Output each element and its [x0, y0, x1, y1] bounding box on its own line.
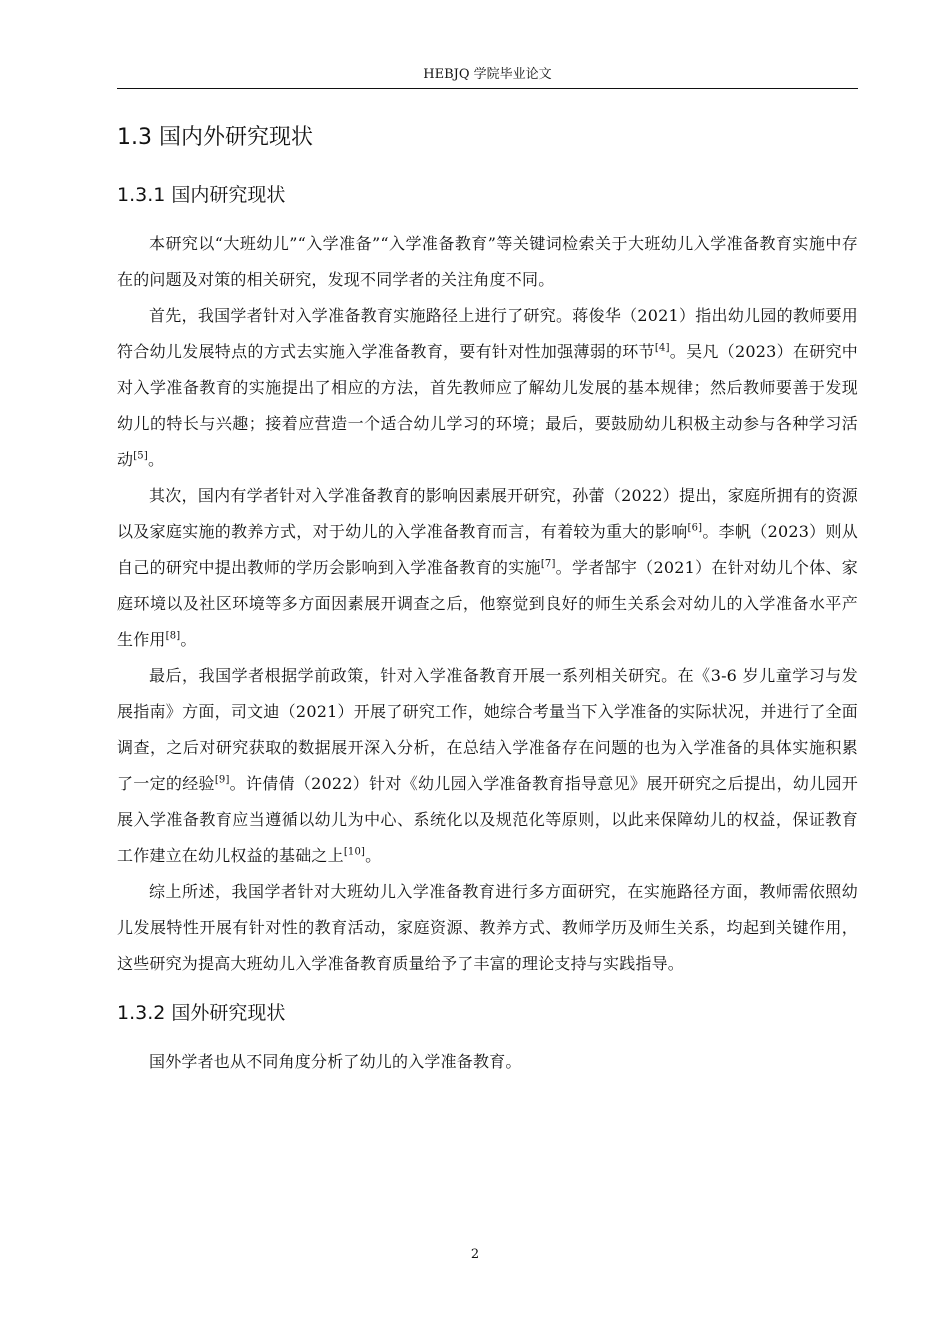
paragraph-text: 。 [147, 450, 165, 469]
domestic-paragraph-factors [117, 478, 858, 658]
citation-reference: [10] [343, 846, 366, 858]
section-title: 1.3 国内外研究现状 [117, 125, 313, 150]
paragraph-text: 首先，我国学者针对入学准备教育实施路径上进行了研究。蒋俊华（2021）指出幼儿园的教师要用符合幼儿发展特点的方式去实施入学准备教育，要有针对性加强薄弱的环节 [117, 306, 858, 361]
foreign-research-heading: 1.3.2 国外研究现状 [117, 1002, 286, 1024]
domestic-paragraph-intro: 本研究以“大班幼儿”“入学准备”“入学准备教育”等关键词检索关于大班幼儿入学准备教育实施中存在的问题及对策的相关研究，发现不同学者的关注角度不同。 [117, 234, 858, 289]
domestic-paragraph-implementation [117, 298, 858, 478]
header-title: HEBJQ 学院毕业论文 [423, 67, 552, 82]
paragraph-text: 。 [180, 630, 197, 649]
foreign-paragraph-intro: 国外学者也从不同角度分析了幼儿的入学准备教育。 [149, 1052, 522, 1071]
paragraph-text: 最后，我国学者根据学前政策，针对入学准备教育开展一系列相关研究。在《3-6 岁儿童学习与发展指南》方面，司文迪（2021）开展了研究工作，她综合考量当下入学准备的实际状况，并进行了全面调查，之后对研究获取的数据展开深入分析，在总结入学准备存在问题的也为入学准备的具体实施积累了一定的经验 [117, 666, 858, 793]
citation-reference: [8] [165, 630, 181, 642]
domestic-paragraph-policy [117, 658, 858, 874]
paragraph-text: 其次，国内有学者针对入学准备教育的影响因素展开研究，孙蕾（2022）提出，家庭所拥有的资源以及家庭实施的教养方式，对于幼儿的入学准备教育而言，有着较为重大的影响 [117, 486, 858, 541]
paragraph-text: 。吴凡（2023）在研究中对入学准备教育的实施提出了相应的方法，首先教师应了解幼儿发展的基本规律；然后教师要善于发现幼儿的特长与兴趣；接着应营造一个适合幼儿学习的环境；最后，要鼓励幼儿积极主动参与各种学习活动 [117, 342, 858, 469]
page-header [117, 68, 858, 89]
paragraph-text: 。许倩倩（2022）针对《幼儿园入学准备教育指导意见》展开研究之后提出，幼儿园开展入学准备教育应当遵循以幼儿为中心、系统化以及规范化等原则，以此来保障幼儿的权益，保证教育工作建立在幼儿权益的基础之上 [117, 774, 858, 865]
citation-reference: [9] [214, 774, 230, 786]
domestic-research-heading: 1.3.1 国内研究现状 [117, 184, 286, 206]
paragraph-text: 。 [365, 846, 382, 865]
paragraph-text: 。李帆（2023）则从自己的研究中提出教师的学历会影响到入学准备教育的实施 [117, 522, 858, 577]
domestic-paragraph-summary: 综上所述，我国学者针对大班幼儿入学准备教育进行多方面研究，在实施路径方面，教师需依照幼儿发展特性开展有针对性的教育活动，家庭资源、教养方式、教师学历及师生关系，均起到关键作用，这些研究为提高大班幼儿入学准备教育质量给予了丰富的理论支持与实践指导。 [117, 882, 858, 973]
citation-reference: [4] [654, 342, 670, 354]
citation-reference: [5] [133, 450, 148, 462]
paragraph-text: 。学者郜宇（2021）在针对幼儿个体、家庭环境以及社区环境等多方面因素展开调查之后，他察觉到良好的师生关系会对幼儿的入学准备水平产生作用 [117, 558, 858, 649]
citation-reference: [7] [540, 558, 556, 570]
document-body [117, 118, 858, 1080]
citation-reference: [6] [687, 522, 703, 534]
page-number: 2 [470, 1247, 480, 1262]
